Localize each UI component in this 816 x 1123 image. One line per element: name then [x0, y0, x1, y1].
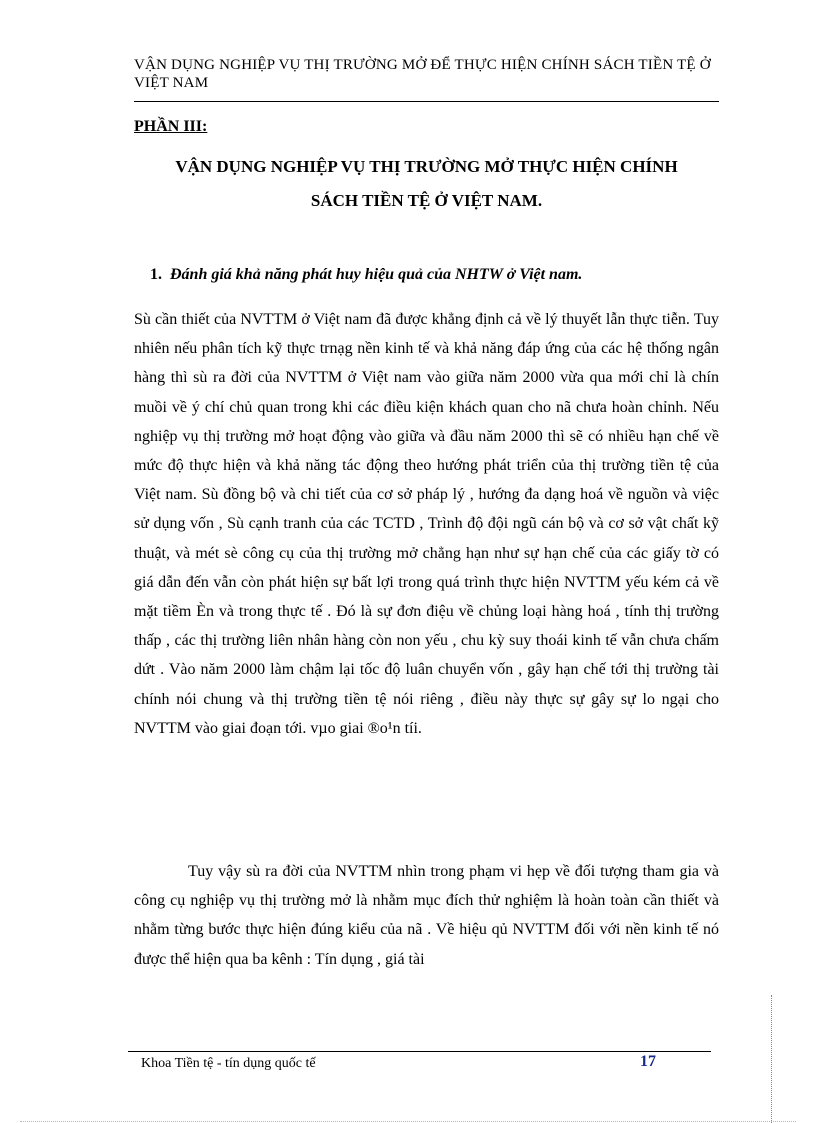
- section-heading: [150, 266, 582, 284]
- section-number: 1.: [150, 266, 162, 283]
- footer-divider: [128, 1051, 711, 1052]
- page-number: 17: [640, 1053, 656, 1070]
- footer-department: Khoa Tiền tệ - tín dụng quốc tế: [141, 1056, 316, 1071]
- body-paragraph-2: Tuy vậy sù ra đời của NVTTM nhìn trong phạm vi hẹp về đối tượng tham gia và công cụ nghiệp vụ thị trường mở là nhằm mục đích thử nghiệm là hoàn toàn cần thiết và nhằm từng bước thực hiện đúng kiểu của nã . Về hiệu qủ NVTTM đối với nền kinh tế nó được thể hiện qua ba kênh : Tín dụng , giá tài: [134, 863, 719, 968]
- part-title-line-2: SÁCH TIỀN TỆ Ở VIỆT NAM.: [310, 191, 543, 210]
- body-paragraph-1: Sù cần thiết của NVTTM ở Việt nam đã được khẳng định cả về lý thuyết lẫn thực tiễn. Tuy nhiên nếu phân tích kỹ thực trnạg nền kinh tế và khả năng đáp ứng của các hệ thống ngân hàng thì sù ra đời của NVTTM ở Việt nam vào giữa năm 2000 vừa qua mới chỉ là chín muồi về ý chí chủ quan trong khi các điều kiện khách quan cho nã chưa hoàn chỉnh. Nếu nghiệp vụ thị trường mở hoạt động vào giữa và đầu năm 2000 thì sẽ có nhiều hạn chế về mức độ thực hiện và khả năng tác động theo hướng phát triển của thị trường tiền tệ của Việt nam. Sù đồng bộ và chi tiết của cơ sở pháp lý , hướng đa dạng hoá về nguồn và việc sử dụng vốn , Sù cạnh tranh của các TCTD , Trình độ đội ngũ cán bộ và cơ sở vật chất kỹ thuật, và mét sè công cụ của thị trường mở chẳng hạn như sự hạn chế của các giấy tờ có giá dẫn đến vẫn còn phát hiện sự bất lợi trong quá trình thực hiện NVTTM yếu kém cả về mặt tiềm Èn và trong thực tế . Đó là sự đơn điệu về chủng loại hàng hoá , tính thị trường thấp , các thị trường liên nhân hàng còn non yếu , chu kỳ suy thoái kinh tế vẫn chưa chấm dứt . Vào năm 2000 làm chậm lại tốc độ luân chuyển vốn , gây hạn chế tới thị trường tài chính nói chung và thị trường tiền tệ nói riêng , điều này thực sự gây sự lo ngại cho NVTTM vào giai đoạn tới. vµo giai ®o¹n tíi.: [134, 311, 719, 737]
- page-bottom-edge: [20, 1121, 796, 1122]
- part-title: [134, 150, 719, 218]
- header-divider: [134, 101, 719, 102]
- running-header: VẬN DỤNG NGHIỆP VỤ THỊ TRƯỜNG MỞ ĐỂ THỰC HIỆN CHÍNH SÁCH TIỀN TỆ Ở VIỆT NAM: [134, 57, 711, 91]
- margin-guide-line: [771, 995, 772, 1123]
- part-label: PHẦN III:: [134, 118, 208, 135]
- part-title-line-1: VẬN DỤNG NGHIỆP VỤ THỊ TRƯỜNG MỞ THỰC HIỆN CHÍNH: [175, 157, 678, 176]
- section-heading-text: Đánh giá khả năng phát huy hiệu quả của NHTW ở Việt nam.: [170, 266, 583, 283]
